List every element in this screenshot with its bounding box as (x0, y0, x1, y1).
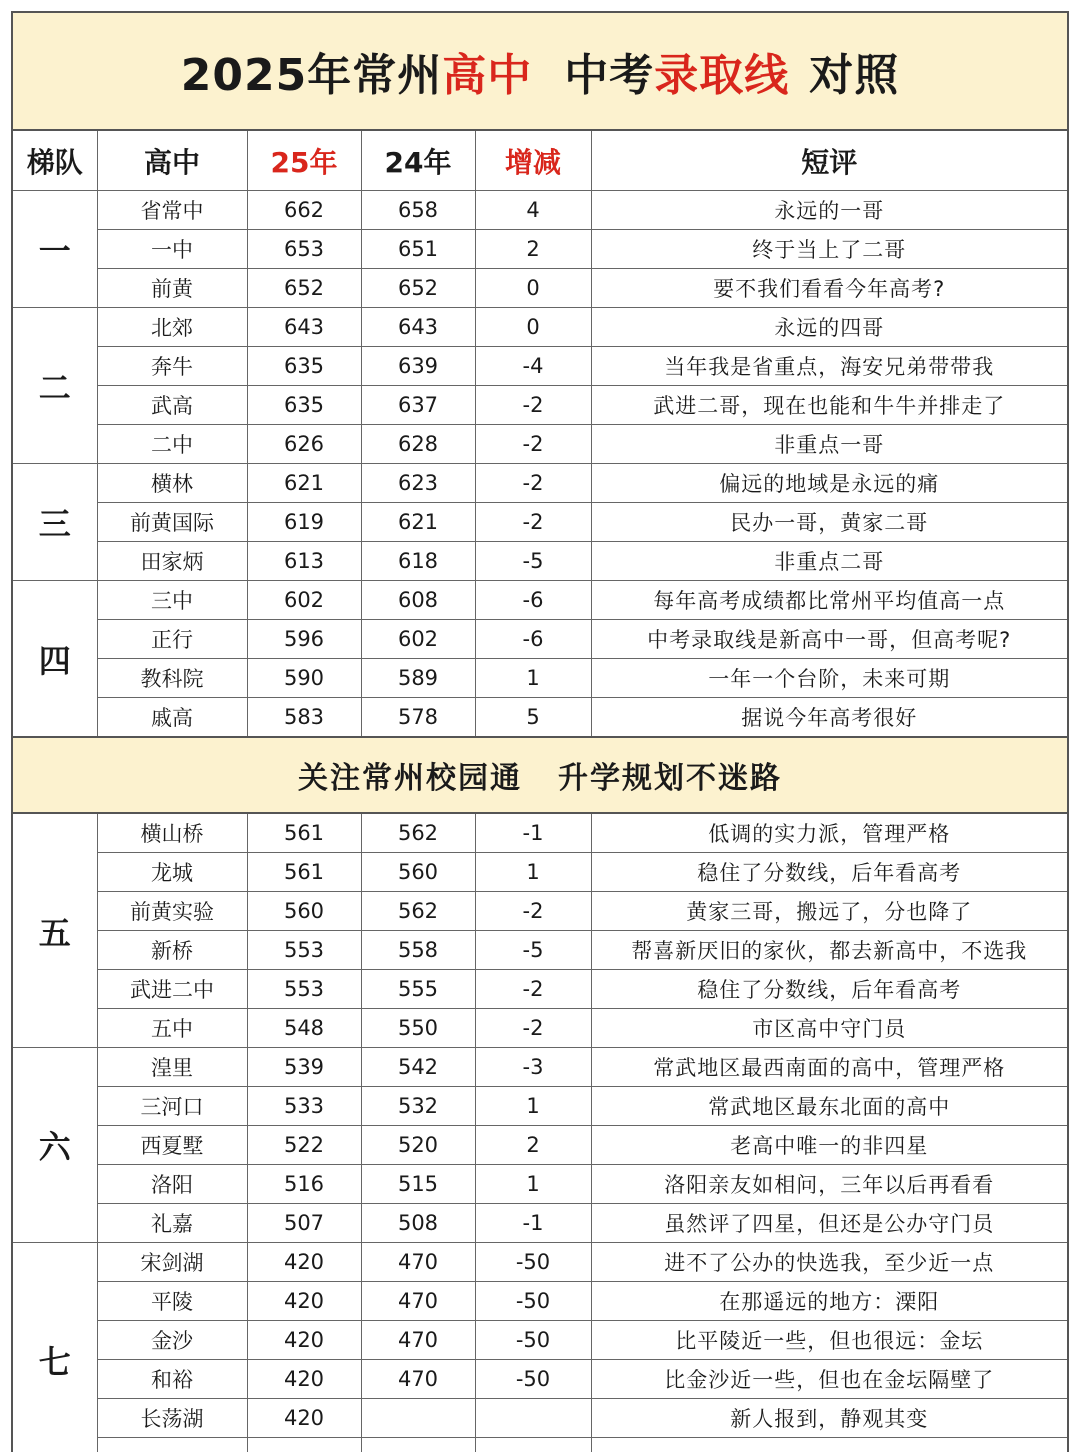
comment-cell: 帮喜新厌旧的家伙，都去新高中，不选我 (591, 931, 1067, 970)
banner-row (13, 737, 1067, 813)
score-diff: -1 (475, 813, 591, 853)
tier-label: 六 (13, 1048, 97, 1243)
score-2024: 658 (361, 191, 475, 230)
comment-cell: 新人报到，静观其变 (591, 1399, 1067, 1438)
table-row (13, 464, 1067, 503)
score-2024: 608 (361, 581, 475, 620)
score-2024: 532 (361, 1087, 475, 1126)
score-2024: 558 (361, 931, 475, 970)
score-2025: 553 (247, 931, 361, 970)
page-title (13, 13, 1067, 131)
score-2024: 560 (361, 853, 475, 892)
title-part-2: 高中 (442, 50, 533, 101)
score-2025: 516 (247, 1165, 361, 1204)
score-2025: 522 (247, 1126, 361, 1165)
school-name (97, 1438, 247, 1452)
score-diff (475, 1399, 591, 1438)
score-2024: 643 (361, 308, 475, 347)
comment-cell: 虽然评了四星，但还是公办守门员 (591, 1204, 1067, 1243)
score-diff: -50 (475, 1243, 591, 1282)
tier-label: 二 (13, 308, 97, 464)
score-diff: -2 (475, 1009, 591, 1048)
score-2025: 619 (247, 503, 361, 542)
score-diff: -2 (475, 892, 591, 931)
comment-cell: 非重点一哥 (591, 425, 1067, 464)
header-diff: 增减 (475, 131, 591, 191)
school-name: 前黄国际 (97, 503, 247, 542)
score-diff: -4 (475, 347, 591, 386)
score-2025: 420 (247, 1399, 361, 1438)
score-2025: 613 (247, 542, 361, 581)
score-diff: -2 (475, 464, 591, 503)
banner-body (13, 737, 1067, 813)
comment-cell (591, 1438, 1067, 1452)
score-2024: 542 (361, 1048, 475, 1087)
school-name: 二中 (97, 425, 247, 464)
banner-text (13, 737, 1067, 813)
header-row (13, 131, 1067, 191)
school-name: 三河口 (97, 1087, 247, 1126)
table-row (13, 1321, 1067, 1360)
score-2024: 555 (361, 970, 475, 1009)
comment-cell: 常武地区最西南面的高中，管理严格 (591, 1048, 1067, 1087)
school-name: 前黄实验 (97, 892, 247, 931)
comment-cell: 永远的一哥 (591, 191, 1067, 230)
comment-cell: 稳住了分数线，后年看高考 (591, 970, 1067, 1009)
school-name: 前黄 (97, 269, 247, 308)
comment-cell: 黄家三哥，搬远了，分也降了 (591, 892, 1067, 931)
score-2025: 561 (247, 853, 361, 892)
table-row (13, 970, 1067, 1009)
table-body-upper (13, 191, 1067, 738)
score-2024: 470 (361, 1321, 475, 1360)
table-row (13, 1204, 1067, 1243)
score-2024: 621 (361, 503, 475, 542)
table-row (13, 1126, 1067, 1165)
score-2024: 628 (361, 425, 475, 464)
score-diff: 1 (475, 853, 591, 892)
score-diff: -3 (475, 1048, 591, 1087)
banner-right: 升学规划不迷路 (558, 761, 782, 796)
header-comment: 短评 (591, 131, 1067, 191)
score-2025: 652 (247, 269, 361, 308)
table-row (13, 503, 1067, 542)
score-diff: -6 (475, 620, 591, 659)
score-2024: 515 (361, 1165, 475, 1204)
title-part-3: 中考 (564, 50, 655, 101)
score-2024: 550 (361, 1009, 475, 1048)
score-diff: 4 (475, 191, 591, 230)
title-part-5: 对照 (809, 50, 900, 101)
school-name: 一中 (97, 230, 247, 269)
score-2024: 602 (361, 620, 475, 659)
header-2025: 25年 (247, 131, 361, 191)
school-name: 平陵 (97, 1282, 247, 1321)
comment-cell: 市区高中守门员 (591, 1009, 1067, 1048)
score-2025: 420 (247, 1360, 361, 1399)
score-2025: 626 (247, 425, 361, 464)
score-diff: 1 (475, 659, 591, 698)
table-row (13, 698, 1067, 738)
score-2024: 623 (361, 464, 475, 503)
comment-cell: 洛阳亲友如相问，三年以后再看看 (591, 1165, 1067, 1204)
score-2025: 635 (247, 347, 361, 386)
school-name: 礼嘉 (97, 1204, 247, 1243)
score-diff (475, 1438, 591, 1452)
school-name: 教科院 (97, 659, 247, 698)
comment-cell: 非重点二哥 (591, 542, 1067, 581)
score-diff: -2 (475, 503, 591, 542)
score-2025: 533 (247, 1087, 361, 1126)
score-2025: 560 (247, 892, 361, 931)
comment-cell: 终于当上了二哥 (591, 230, 1067, 269)
tier-label: 四 (13, 581, 97, 738)
comment-cell: 常武地区最东北面的高中 (591, 1087, 1067, 1126)
table-row (13, 269, 1067, 308)
comment-cell: 永远的四哥 (591, 308, 1067, 347)
score-2025: 420 (247, 1321, 361, 1360)
header-school: 高中 (97, 131, 247, 191)
comment-cell: 当年我是省重点，海安兄弟带带我 (591, 347, 1067, 386)
header-2024: 24年 (361, 131, 475, 191)
table-row (13, 659, 1067, 698)
score-2024: 589 (361, 659, 475, 698)
comment-cell: 每年高考成绩都比常州平均值高一点 (591, 581, 1067, 620)
title-part-1: 2025年常州 (180, 50, 443, 101)
table-row (13, 1282, 1067, 1321)
score-2025: 583 (247, 698, 361, 738)
score-2024: 470 (361, 1243, 475, 1282)
score-2024: 508 (361, 1204, 475, 1243)
school-name: 湟里 (97, 1048, 247, 1087)
score-2024 (361, 1438, 475, 1452)
score-2025: 507 (247, 1204, 361, 1243)
score-sheet (11, 11, 1069, 1452)
table-row (13, 931, 1067, 970)
school-name: 田家炳 (97, 542, 247, 581)
school-name: 武进二中 (97, 970, 247, 1009)
table-row (13, 425, 1067, 464)
score-2024: 578 (361, 698, 475, 738)
score-2025: 596 (247, 620, 361, 659)
school-name: 省常中 (97, 191, 247, 230)
table-row (13, 892, 1067, 931)
school-name: 西夏墅 (97, 1126, 247, 1165)
score-diff: -5 (475, 542, 591, 581)
comment-cell: 民办一哥，黄家二哥 (591, 503, 1067, 542)
school-name: 武高 (97, 386, 247, 425)
score-2025: 561 (247, 813, 361, 853)
tier-label: 一 (13, 191, 97, 308)
comment-cell: 武进二哥，现在也能和牛牛并排走了 (591, 386, 1067, 425)
score-diff: -2 (475, 970, 591, 1009)
score-diff: -2 (475, 425, 591, 464)
table-row (13, 191, 1067, 230)
school-name: 龙城 (97, 853, 247, 892)
tier-label: 七 (13, 1243, 97, 1452)
table-row (13, 581, 1067, 620)
school-name: 五中 (97, 1009, 247, 1048)
score-diff: 5 (475, 698, 591, 738)
school-name: 横山桥 (97, 813, 247, 853)
school-name: 长荡湖 (97, 1399, 247, 1438)
score-2024 (361, 1399, 475, 1438)
score-diff: -50 (475, 1321, 591, 1360)
score-2024: 470 (361, 1360, 475, 1399)
comment-cell: 低调的实力派，管理严格 (591, 813, 1067, 853)
table-row (13, 1048, 1067, 1087)
score-2025: 635 (247, 386, 361, 425)
score-2024: 652 (361, 269, 475, 308)
score-2025: 602 (247, 581, 361, 620)
score-2024: 639 (361, 347, 475, 386)
comment-cell: 稳住了分数线，后年看高考 (591, 853, 1067, 892)
table-row (13, 1360, 1067, 1399)
table-row (13, 813, 1067, 853)
header-tier: 梯队 (13, 131, 97, 191)
table-row (13, 1438, 1067, 1452)
score-2024: 562 (361, 813, 475, 853)
score-2024: 618 (361, 542, 475, 581)
table-row (13, 853, 1067, 892)
score-2025: 643 (247, 308, 361, 347)
comment-cell: 要不我们看看今年高考? (591, 269, 1067, 308)
table-row (13, 620, 1067, 659)
table-row (13, 1399, 1067, 1438)
table-row (13, 542, 1067, 581)
comment-cell: 中考录取线是新高中一哥，但高考呢? (591, 620, 1067, 659)
comment-cell: 一年一个台阶，未来可期 (591, 659, 1067, 698)
table-row (13, 386, 1067, 425)
school-name: 三中 (97, 581, 247, 620)
score-diff: -50 (475, 1282, 591, 1321)
score-2025: 539 (247, 1048, 361, 1087)
score-diff: 1 (475, 1165, 591, 1204)
score-2024: 651 (361, 230, 475, 269)
school-name: 北郊 (97, 308, 247, 347)
school-name: 宋剑湖 (97, 1243, 247, 1282)
score-2024: 470 (361, 1282, 475, 1321)
comment-cell: 比平陵近一些，但也很远：金坛 (591, 1321, 1067, 1360)
table-row (13, 347, 1067, 386)
tier-label: 五 (13, 813, 97, 1048)
score-diff: 0 (475, 308, 591, 347)
score-diff: -1 (475, 1204, 591, 1243)
school-name: 正行 (97, 620, 247, 659)
comment-cell: 比金沙近一些，但也在金坛隔壁了 (591, 1360, 1067, 1399)
comment-cell: 在那遥远的地方：溧阳 (591, 1282, 1067, 1321)
table-row (13, 1243, 1067, 1282)
table-row (13, 1087, 1067, 1126)
score-2024: 637 (361, 386, 475, 425)
comment-cell: 进不了公办的快选我，至少近一点 (591, 1243, 1067, 1282)
banner-left: 关注常州校园通 (298, 761, 522, 796)
school-name: 金沙 (97, 1321, 247, 1360)
score-2024: 562 (361, 892, 475, 931)
school-name: 横林 (97, 464, 247, 503)
score-diff: -6 (475, 581, 591, 620)
score-diff: 1 (475, 1087, 591, 1126)
score-diff: -5 (475, 931, 591, 970)
school-name: 新桥 (97, 931, 247, 970)
score-diff: 0 (475, 269, 591, 308)
score-diff: 2 (475, 1126, 591, 1165)
score-table (13, 131, 1067, 1452)
school-name: 奔牛 (97, 347, 247, 386)
table-row (13, 1165, 1067, 1204)
comment-cell: 偏远的地域是永远的痛 (591, 464, 1067, 503)
score-diff: -50 (475, 1360, 591, 1399)
score-2025: 420 (247, 1282, 361, 1321)
school-name: 和裕 (97, 1360, 247, 1399)
table-row (13, 308, 1067, 347)
score-2025: 590 (247, 659, 361, 698)
school-name: 戚高 (97, 698, 247, 738)
school-name: 洛阳 (97, 1165, 247, 1204)
comment-cell: 据说今年高考很好 (591, 698, 1067, 738)
table-body-lower (13, 813, 1067, 1452)
score-2025: 548 (247, 1009, 361, 1048)
comment-cell: 老高中唯一的非四星 (591, 1126, 1067, 1165)
title-part-4: 录取线 (654, 50, 790, 101)
score-2025: 553 (247, 970, 361, 1009)
score-2025: 662 (247, 191, 361, 230)
score-2025: 420 (247, 1243, 361, 1282)
score-diff: -2 (475, 386, 591, 425)
score-2025 (247, 1438, 361, 1452)
score-diff: 2 (475, 230, 591, 269)
tier-label: 三 (13, 464, 97, 581)
table-row (13, 230, 1067, 269)
score-2025: 621 (247, 464, 361, 503)
score-2025: 653 (247, 230, 361, 269)
score-2024: 520 (361, 1126, 475, 1165)
table-row (13, 1009, 1067, 1048)
